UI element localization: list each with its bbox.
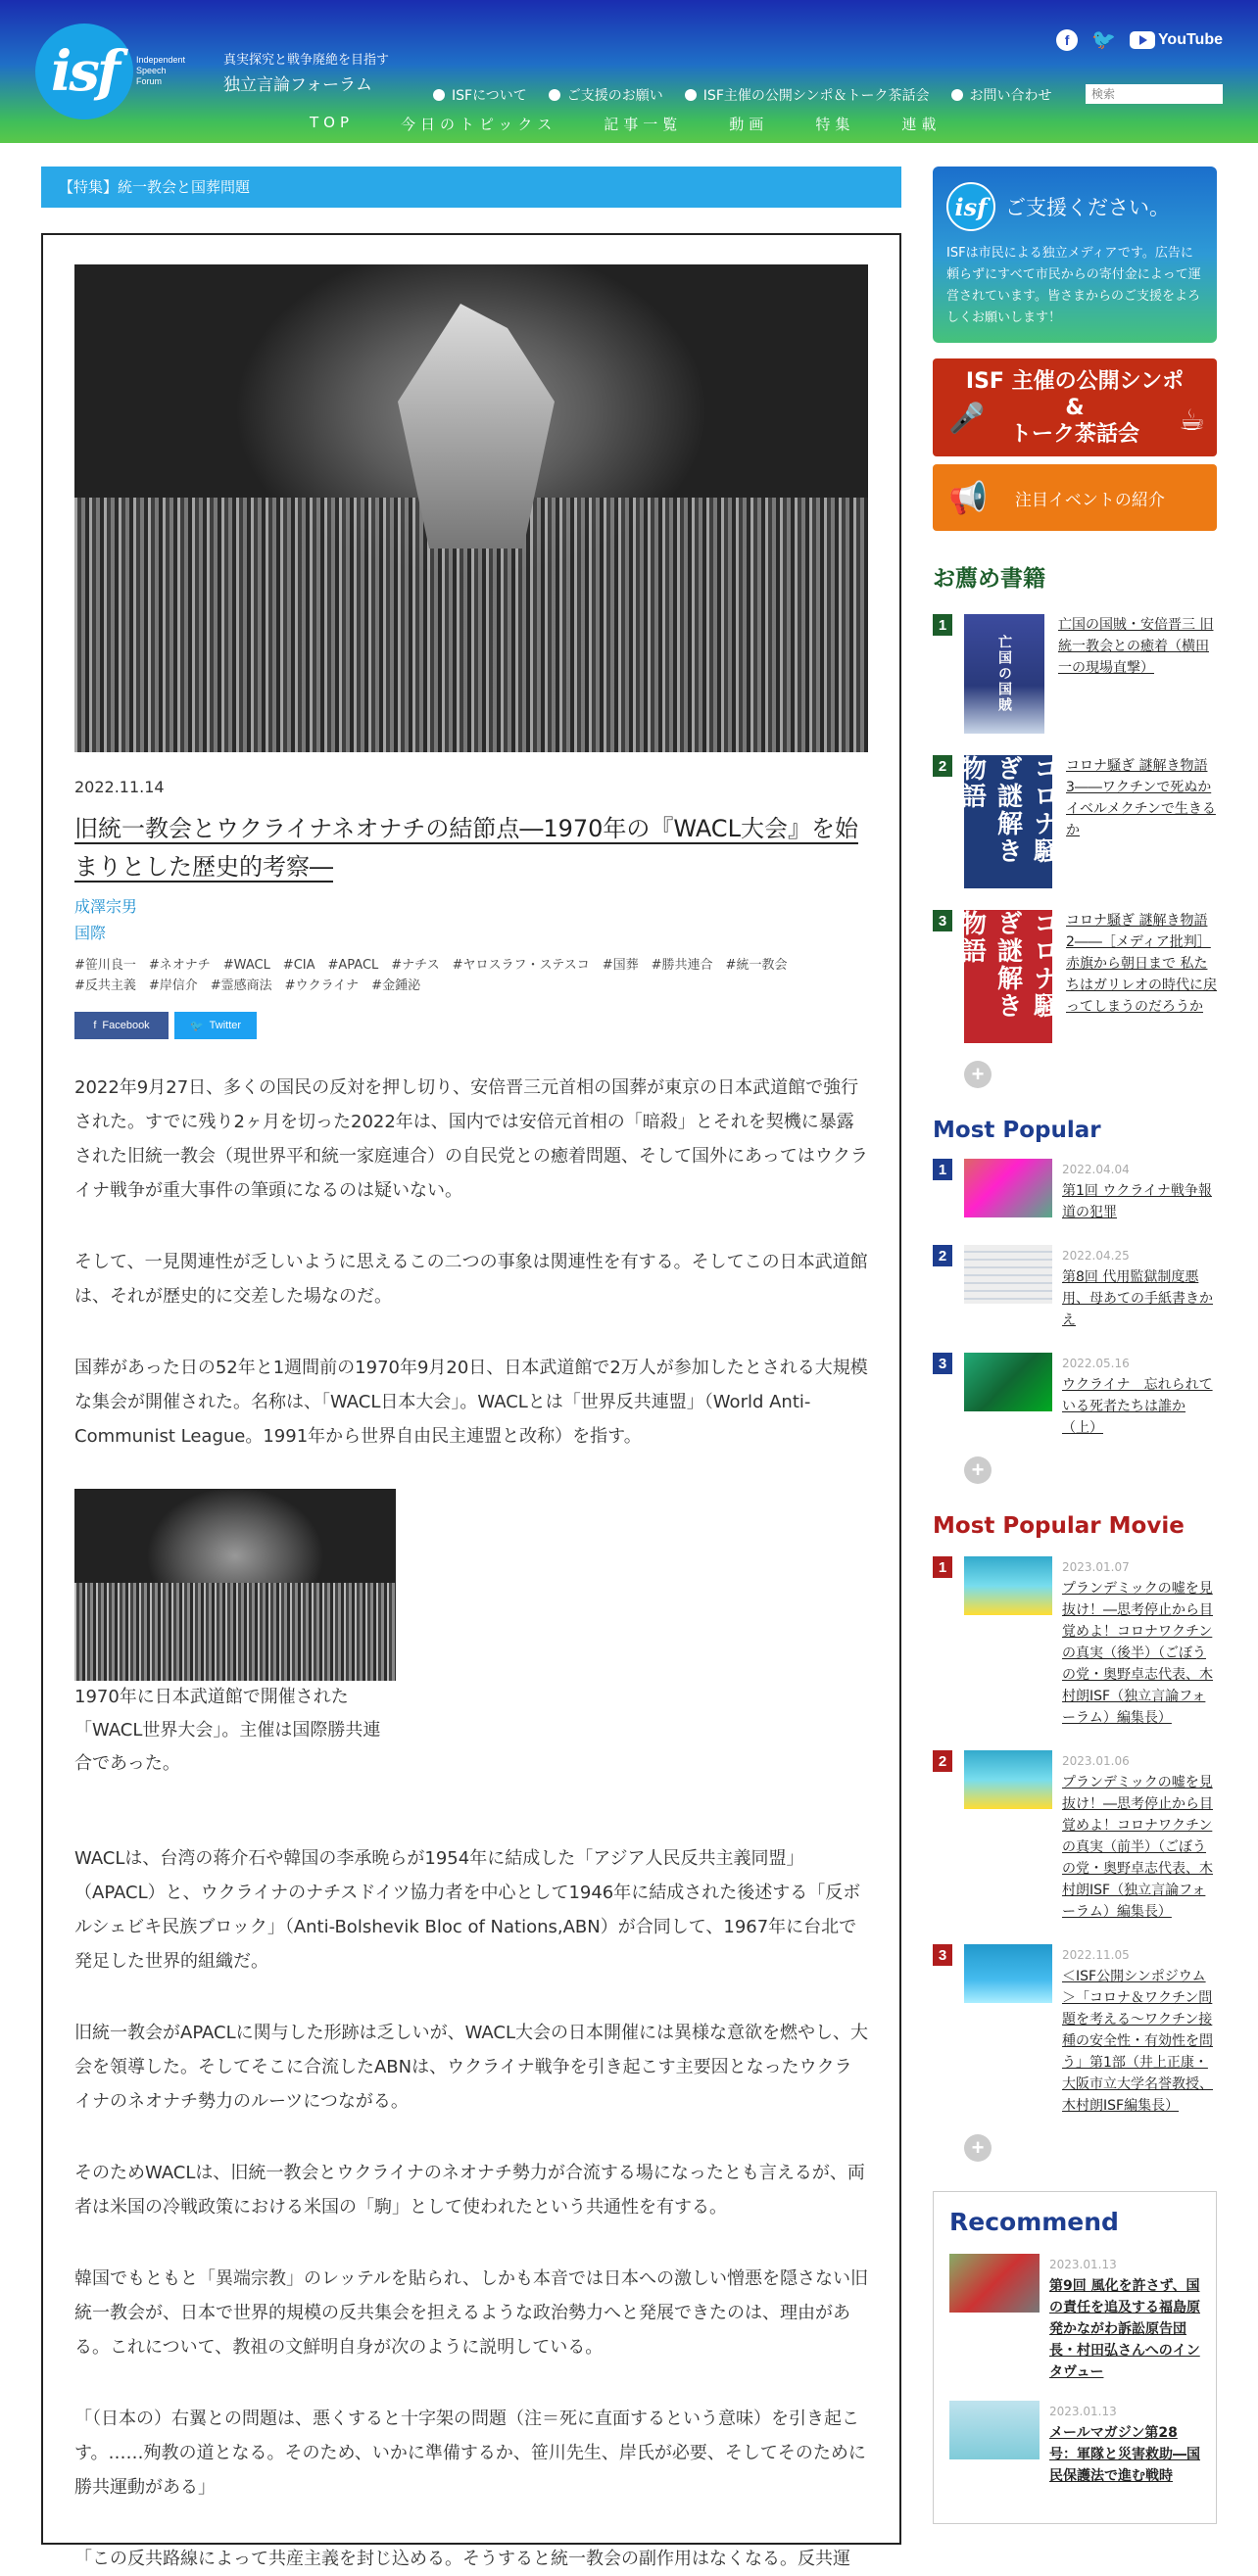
paragraph: そして、一見関連性が乏しいように思えるこの二つの事象は関連性を有する。そしてこの日本武道館は、それが歴史的に交差した場なのだ。 [74, 1252, 868, 1307]
rank-badge: 3 [933, 910, 952, 931]
article-title[interactable]: 旧統一教会とウクライナネオナチの結節点―1970年の『WACL大会』を始まりとした歴史的考察― [74, 815, 858, 881]
more-books-button[interactable]: + [964, 1061, 992, 1088]
tags-line[interactable]: #反共主義 #岸信介 #霊感商法 #ウクライナ #金鍾泌 [74, 978, 421, 993]
book-title[interactable]: コロナ騒ぎ 謎解き物語2――［メディア批判］赤旗から朝日まで 私たちはガリレオの時代に戻ってしまうのだろうか [1066, 913, 1217, 1015]
article-date: 2022.11.14 [74, 778, 165, 796]
recommend-box [933, 2191, 1217, 2524]
recommend-link[interactable]: メールマガジン第28号：軍隊と災害救助―国民保護法で進む戦時 [1049, 2425, 1200, 2484]
popular-text [1062, 1353, 1217, 1439]
book-title[interactable]: コロナ騒ぎ 謎解き物語3――ワクチンで死ぬかイベルメクチンで生きるか [1066, 758, 1216, 838]
popular-thumbnail[interactable] [964, 1245, 1052, 1304]
recommend-item[interactable] [949, 2401, 1200, 2487]
movie-date: 2023.01.06 [1062, 1754, 1130, 1768]
bullet-icon [433, 89, 445, 101]
nav-top[interactable]: TOP [310, 114, 355, 131]
paragraph: 韓国でもともと「異端宗教」のレッテルを貼られ、しかも本音では日本への激しい憎悪を隠さない旧統一教会が、日本で世界的規模の反共集会を担えるような政治勢力へと発展できたのは、理由がある。これについて、教祖の文鮮明自身が次のように説明している。 [74, 2268, 868, 2358]
microphone-icon: 🎤 [948, 402, 986, 436]
symposium-line: ISF 主催の公開シンポ [965, 369, 1185, 394]
popular-thumbnail[interactable] [964, 1353, 1052, 1411]
logo-subtitle [136, 55, 205, 87]
movie-title[interactable]: プランデミックの嘘を見抜け！―思考停止から目覚めよ！コロナワクチンの真実（前半）（ごぼうの党・奥野卓志代表、木村朗ISF（独立言論フォーラム）編集長） [1062, 1775, 1213, 1920]
events-label: 注目イベントの紹介 [1014, 490, 1165, 510]
book-item[interactable] [933, 910, 1217, 1043]
bullet-icon [685, 89, 697, 101]
isf-logo: isf [946, 182, 995, 231]
movie-date: 2022.11.05 [1062, 1948, 1130, 1962]
rank-badge: 2 [933, 1750, 952, 1772]
rank-badge: 2 [933, 1245, 952, 1266]
paragraph: 国葬があった日の52年と1週間前の1970年9月20日、日本武道館で2万人が参加したとされる大規模な集会が開催された。名称は、「WACL日本大会」。WACLとは「世界反共連盟」（World Anti-Communist League。1991年から世界自由民主連盟と改称）を指す。 [74, 1358, 868, 1447]
symposium-banner[interactable] [933, 358, 1217, 456]
twitter-share-button[interactable] [174, 1012, 257, 1039]
popular-item[interactable] [933, 1159, 1217, 1223]
facebook-icon: f [93, 1020, 97, 1031]
facebook-icon[interactable]: f [1056, 29, 1078, 51]
symposium-line: トーク茶話会 [1009, 422, 1139, 447]
movie-text [1062, 1556, 1217, 1729]
popular-title[interactable]: 第8回 代用監獄制度悪用、母あての手紙書きかえ [1062, 1269, 1213, 1328]
recommend-text [1049, 2401, 1200, 2487]
recommend-thumbnail[interactable] [949, 2254, 1040, 2313]
book-cover[interactable]: 亡国の国賊 [964, 614, 1044, 734]
bullet-icon [951, 89, 963, 101]
movie-item[interactable] [933, 1556, 1217, 1729]
movie-section-title: Most Popular Movie [933, 1513, 1185, 1539]
share-label: Twitter [209, 1020, 242, 1031]
top-link-about[interactable] [433, 85, 527, 105]
more-popular-button[interactable]: + [964, 1456, 992, 1484]
recommend-date: 2023.01.13 [1049, 2405, 1117, 2418]
movie-date: 2023.01.07 [1062, 1560, 1130, 1574]
rank-badge: 3 [933, 1944, 952, 1966]
rank-badge: 2 [933, 755, 952, 777]
paragraph: 「（日本の）右翼との問題は、悪くすると十字架の問題（注＝死に直面するという意味）を引き起こす。……殉教の道となる。そのため、いかに準備するか、笹川先生、岸氏が必要、そしてそのために勝共運動がある」 [74, 2409, 866, 2498]
top-link-label: ISFについて [452, 88, 527, 104]
paragraph: 2022年9月27日、多くの国民の反対を押し切り、安倍晋三元首相の国葬が東京の日本武道館で強行された。すでに残り2ヶ月を切った2022年は、国内では安倍元首相の「暗殺」とそれを契機に暴露された旧統一教会（現世界平和統一家庭連合）の自民党との癒着問題、そして国外にあってはウクライナ戦争が重大事件の筆頭になるのは疑いない。 [74, 1077, 868, 1201]
bullet-icon [549, 89, 560, 101]
movie-text [1062, 1750, 1217, 1923]
coffee-cup-icon: ☕ [1179, 404, 1205, 438]
book-item[interactable] [933, 614, 1217, 734]
main-nav [310, 114, 941, 134]
popular-title[interactable]: ウクライナ 忘れられている死者たちは誰か（上） [1062, 1377, 1213, 1436]
recommend-link[interactable]: 第9回 風化を許さず、国の責任を追及する福島原発かながわ訴訟原告団長・村田弘さんへのインタヴュー [1049, 2278, 1200, 2380]
more-movies-button[interactable]: + [964, 2134, 992, 2162]
rank-badge: 1 [933, 1556, 952, 1578]
nav-topics[interactable]: 今日のトピックス [401, 116, 557, 133]
symposium-line: & [1065, 396, 1085, 420]
book-cover[interactable]: コロナ騒ぎ謎解き物語 [964, 755, 1052, 888]
support-text: ISFは市民による独立メディアです。広告に頼らずにすべて市民からの寄付金によって運営されています。皆さまからのご支援をよろしくお願いします！ [946, 246, 1201, 325]
movie-title[interactable]: プランデミックの嘘を見抜け！―思考停止から目覚めよ！コロナワクチンの真実（後半）（ごぼうの党・奥野卓志代表、木村朗ISF（独立言論フォーラム）編集長） [1062, 1581, 1213, 1726]
support-title: ご支援ください。 [1005, 196, 1170, 219]
feature-label[interactable]: 【特集】統一教会と国葬問題 [41, 167, 901, 208]
book-title[interactable]: 亡国の国賊・安倍晋三 旧統一教会との癒着（横田一の現場直撃） [1058, 617, 1214, 676]
popular-item[interactable] [933, 1353, 1217, 1439]
youtube-icon [1130, 31, 1155, 49]
recommend-date: 2023.01.13 [1049, 2258, 1117, 2271]
tag-list[interactable] [74, 955, 868, 996]
book-cover[interactable]: コロナ騒ぎ謎解き物語 [964, 910, 1052, 1043]
site-header [0, 0, 1258, 143]
top-link-support[interactable] [549, 85, 663, 105]
popular-title[interactable]: 第1回 ウクライナ戦争報道の犯罪 [1062, 1183, 1212, 1220]
events-banner[interactable] [933, 464, 1217, 531]
support-banner[interactable] [933, 167, 1217, 343]
sidebar [933, 167, 1217, 2524]
nav-features[interactable]: 特集 [815, 116, 855, 133]
movie-title[interactable]: ＜ISF公開シンポジウム＞「コロナ＆ワクチン問題を考える～ワクチン接種の安全性・有効性を問う」第1部（井上正康・大阪市立大学名誉教授、木村朗ISF編集長） [1062, 1969, 1213, 2114]
logo-sub-line: Independent [136, 55, 186, 65]
nav-series[interactable]: 連載 [901, 116, 942, 133]
article [41, 233, 901, 2569]
tags-line[interactable]: #笹川良一 #ネオナチ #WACL #CIA #APACL #ナチス #ヤロスラフ・ステスコ #国葬 #勝共連合 #統一教会 [74, 958, 788, 973]
top-link-symposium[interactable] [685, 85, 930, 105]
site-tagline: 真実探究と戦争廃絶を目指す [223, 53, 390, 68]
top-link-contact[interactable] [951, 85, 1052, 105]
share-buttons [74, 1012, 868, 1039]
logo-sub-line: Speech [136, 66, 167, 75]
top-link-label: ご支援のお願い [566, 88, 663, 104]
facebook-share-button[interactable] [74, 1012, 169, 1039]
hero-image [74, 264, 868, 752]
popular-text [1062, 1159, 1217, 1223]
search-input[interactable] [1086, 84, 1223, 104]
nav-videos[interactable]: 動画 [729, 116, 769, 133]
support-header [946, 182, 1203, 231]
movie-thumbnail[interactable] [964, 1750, 1052, 1809]
book-item[interactable] [933, 755, 1217, 888]
movie-thumbnail[interactable] [964, 1944, 1052, 2003]
popular-date: 2022.04.04 [1062, 1163, 1130, 1176]
category-link[interactable]: 国際 [74, 924, 107, 942]
site-name[interactable]: 独立言論フォーラム [223, 75, 372, 95]
paragraph: そのためWACLは、旧統一教会とウクライナのネオナチ勢力が合流する場になったとも言えるが、両者は米国の冷戦政策における米国の「駒」として使われたという共通性を有する。 [74, 2163, 865, 2218]
twitter-icon: 🐦 [189, 1020, 204, 1032]
youtube-link[interactable] [1130, 31, 1223, 49]
movie-item[interactable] [933, 1944, 1217, 2117]
recommend-item[interactable] [949, 2254, 1200, 2383]
popular-section-title: Most Popular [933, 1118, 1101, 1143]
paragraph: WACLは、台湾の蒋介石や韓国の李承晩らが1954年に結成した「アジア人民反共主義同盟」（APACL）と、ウクライナのナチスドイツ協力者を中心として1946年に結成された後述する「反ボルシェビキ民族ブロック」（Anti-Bolshevik Bloc of Nations,ABN）が合同して、1967年に台北で発足した世界的組織だ。 [74, 1848, 861, 1972]
recommend-text [1049, 2254, 1200, 2383]
megaphone-icon: 📢 [948, 479, 988, 516]
recommend-thumbnail[interactable] [949, 2401, 1040, 2459]
top-link-label: ISF主催の公開シンポ＆トーク茶話会 [702, 88, 930, 104]
rank-badge: 1 [933, 1159, 952, 1180]
nav-articles[interactable]: 記事一覧 [604, 116, 683, 133]
isf-logo[interactable]: isf [35, 24, 133, 119]
article-figure [74, 1489, 396, 1781]
figure-image[interactable] [74, 1489, 396, 1681]
rank-badge: 3 [933, 1353, 952, 1374]
paragraph: 旧統一教会がAPACLに関与した形跡は乏しいが、WACL大会の日本開催には異様な意欲を燃やし、大会を領導した。そしてそこに合流したABNは、ウクライナ戦争を引き起こす主要因となったウクライナのネオナチ勢力のルーツにつながる。 [74, 2023, 869, 2112]
logo-sub-line: Forum [136, 76, 163, 86]
author-link[interactable]: 成澤宗男 [74, 897, 138, 916]
share-label: Facebook [102, 1020, 150, 1031]
paragraph: 「この反共路線によって共産主義を封じ込める。そうすると統一教会の副作用はなくなる。反共運 [74, 2549, 850, 2569]
twitter-icon[interactable]: 🐦 [1091, 29, 1116, 51]
figure-caption: 1970年に日本武道館で開催された「WACL世界大会」。主催は国際勝共連合であった。 [74, 1687, 381, 1774]
top-link-label: お問い合わせ [969, 88, 1052, 104]
popular-text [1062, 1245, 1217, 1331]
rank-badge: 1 [933, 614, 952, 636]
youtube-label: YouTube [1157, 30, 1223, 48]
top-links [433, 85, 1052, 105]
popular-thumbnail[interactable] [964, 1159, 1052, 1217]
movie-item[interactable] [933, 1750, 1217, 1923]
popular-date: 2022.04.25 [1062, 1249, 1130, 1263]
movie-thumbnail[interactable] [964, 1556, 1052, 1615]
books-section-title: お薦め書籍 [933, 566, 1045, 592]
movie-text [1062, 1944, 1217, 2117]
social-links [1056, 27, 1223, 52]
popular-date: 2022.05.16 [1062, 1357, 1130, 1370]
popular-item[interactable] [933, 1245, 1217, 1331]
recommend-title: Recommend [949, 2208, 1119, 2236]
